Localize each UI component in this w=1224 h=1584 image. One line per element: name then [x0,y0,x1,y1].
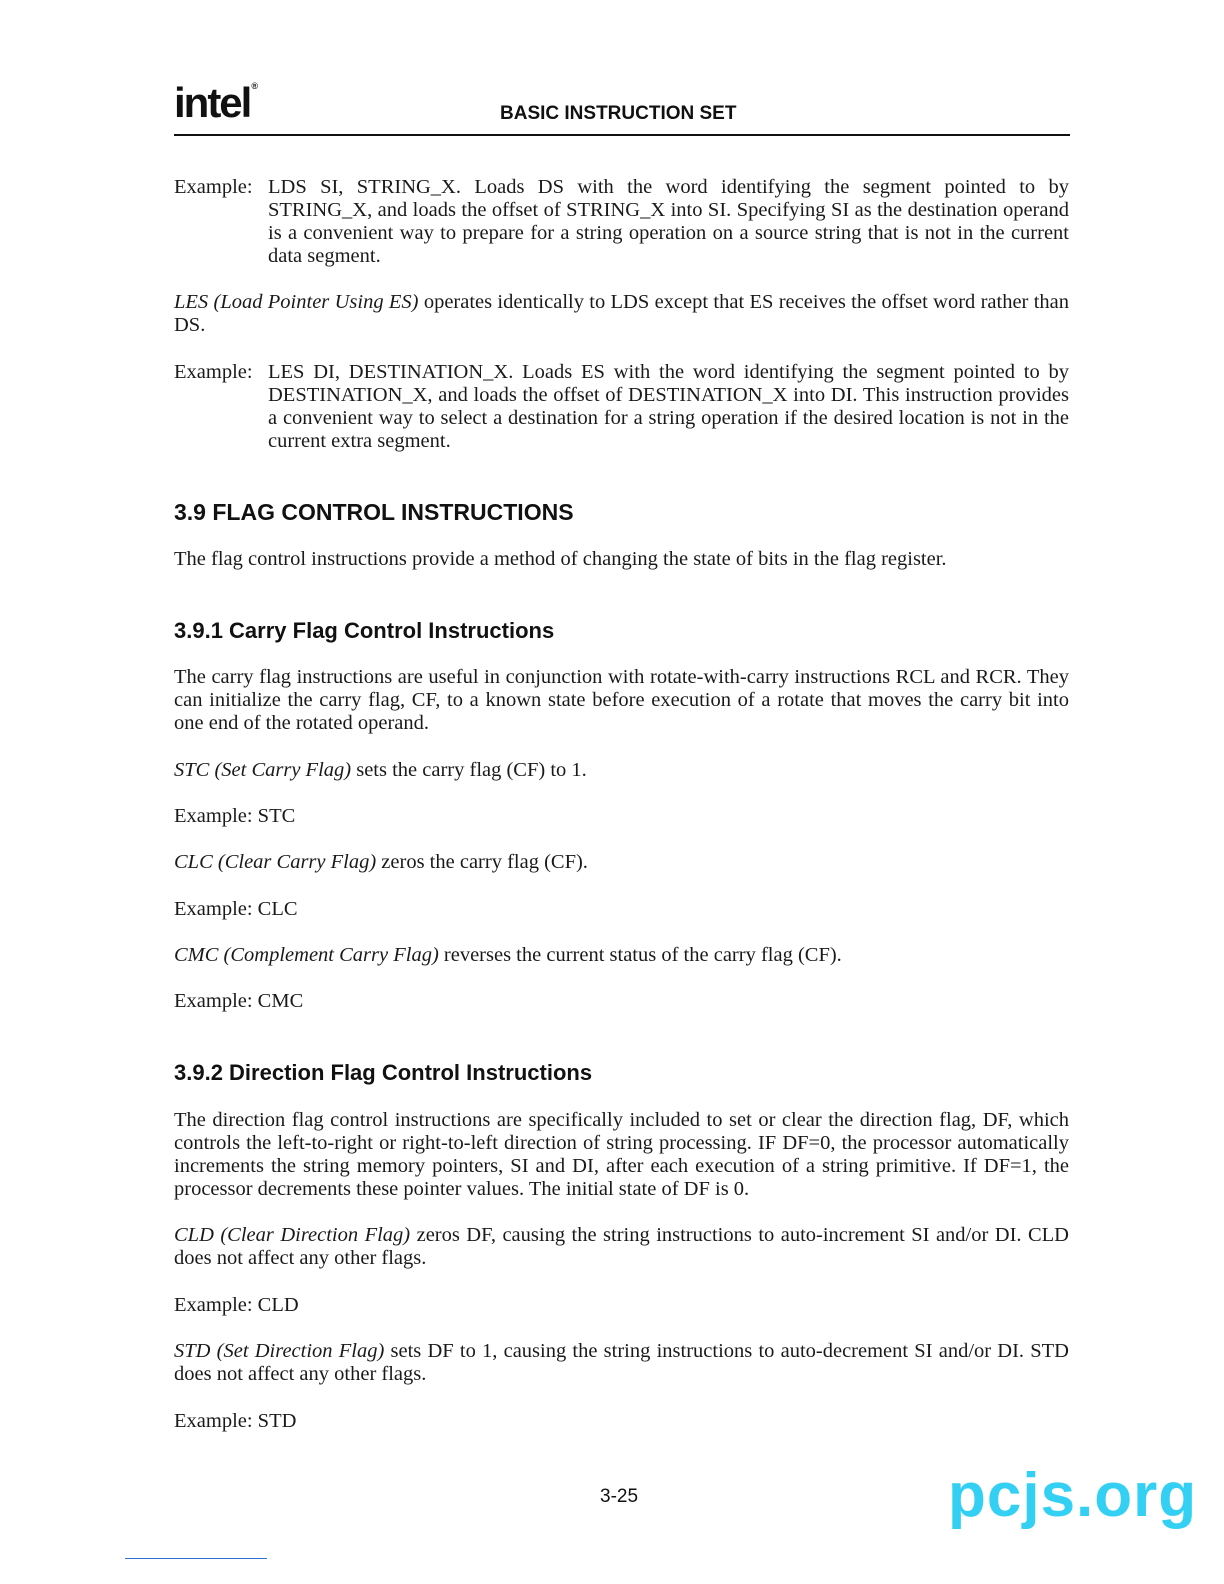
registered-mark: ® [251,81,256,91]
cmc-paragraph [174,944,842,967]
lds-example-label: Example: [174,176,253,198]
section-3-9-1-heading: 3.9.1 Carry Flag Control Instructions [174,618,555,643]
stc-example: Example: STC [174,805,296,827]
les-example-label: Example: [174,361,253,383]
section-3-9-1-text: The carry flag instructions are useful in conjunction with rotate-with-carry instructions RCL and RCR. They can initialize the carry flag, CF, to a known state before execution of a rotate that moves the carry bit into one end of the rotated operand. [174,666,1069,734]
cmc-text: reverses the current status of the carry flag (CF). [438,944,842,966]
clc-text: zeros the carry flag (CF). [376,851,588,873]
section-3-9-2-text: The direction flag control instructions are specifically included to set or clear the direction flag, DF, which controls the left-to-right or right-to-left direction of string processing. IF DF=0, the processor automatically increments the string memory pointers, SI and DI, after each execution of a string primitive. If DF=1, the processor decrements these pointer values. The initial state of DF is 0. [174,1109,1069,1200]
std-text: sets DF to 1, causing the string instructions to auto-decrement SI and/or DI. STD does not affect any other flags. [174,1340,1069,1385]
les-paragraph [174,291,1069,337]
cld-paragraph [174,1224,1069,1270]
section-3-9-2-heading: 3.9.2 Direction Flag Control Instructions [174,1060,593,1085]
std-term: STD (Set Direction Flag) [174,1340,385,1362]
stc-term: STC (Set Carry Flag) [174,759,352,781]
pcjs-watermark: pcjs.org [948,1461,1198,1530]
bottom-accent-line [125,1558,267,1559]
std-paragraph [174,1340,1069,1386]
section-3-9-text: The flag control instructions provide a method of changing the state of bits in the flag register. [174,548,947,570]
std-example: Example: STD [174,1410,297,1432]
les-term: LES (Load Pointer Using ES) [174,291,419,313]
header-rule [174,134,1070,136]
running-header-title: BASIC INSTRUCTION SET [500,103,737,124]
les-example-text: LES DI, DESTINATION_X. Loads ES with the word identifying the segment pointed to by DESTINATION_X, and loads the offset of DESTINATION_X into DI. This instruction provides a convenient way to select a destination for a string operation if the desired location is not in the current extra segment. [268,361,1069,452]
cmc-example: Example: CMC [174,990,304,1012]
lds-example-text: LDS SI, STRING_X. Loads DS with the word identifying the segment pointed to by STRING_X, and loads the offset of STRING_X into SI. Specifying SI as the destination operand is a convenient way to prepare for a string operation on a source string that is not in the current data segment. [268,176,1069,267]
cld-term: CLD (Clear Direction Flag) [174,1224,411,1246]
cld-example: Example: CLD [174,1294,299,1316]
clc-term: CLC (Clear Carry Flag) [174,851,377,873]
les-text: operates identically to LDS except that ES receives the offset word rather than DS. [174,291,1070,336]
section-3-9-heading: 3.9 FLAG CONTROL INSTRUCTIONS [174,499,574,525]
intel-logo [174,79,256,126]
page-number: 3-25 [600,1486,639,1507]
cmc-term: CMC (Complement Carry Flag) [174,944,439,966]
clc-example: Example: CLC [174,898,298,920]
stc-text: sets the carry flag (CF) to 1. [351,759,587,781]
clc-paragraph [174,851,588,874]
stc-paragraph [174,759,587,782]
cld-text: zeros DF, causing the string instructions to auto-increment SI and/or DI. CLD does not affect any other flags. [174,1224,1069,1269]
logo-text: intel [174,79,251,126]
